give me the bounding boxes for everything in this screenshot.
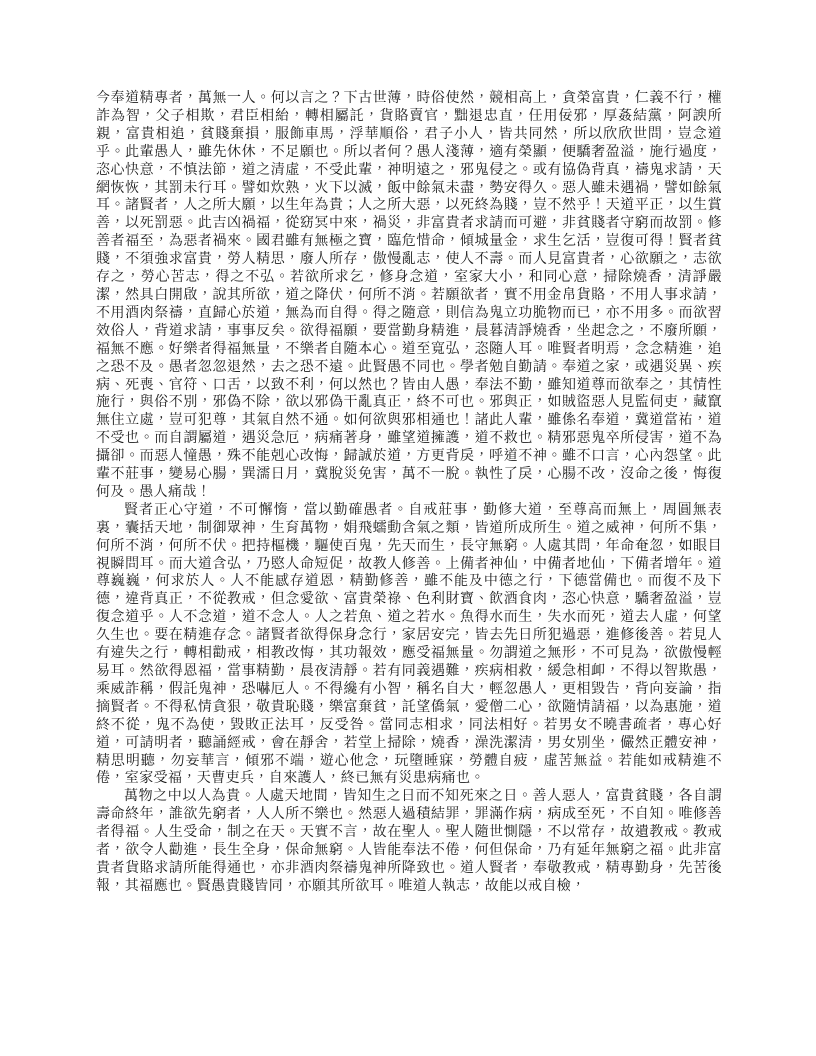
paragraph-2: 賢者正心守道，不可懈惰，當以勤確愚者。自戒莊事，勤修大道，至尊高而無上，周圓無表裏，囊括天地，制御眾神，生育萬物，娟飛蠕動含氣之類，皆道所成所生。道之威神，何所不集，何所不消，何所不伏。把持樞機，驅使百鬼，先天而生，長守無窮。人處其問，年命奄忽，如眼目視瞬問耳。而大道含弘，乃愍人命短促，故教人修善。上備者神仙，中備者地仙，下備者增年。道尊巍巍，何求於人。人不能感存道恩，精勤修善，雖不能及中德之行，下德當備也。而復不及下德，違背真正，不從教戒，但念愛欲、富貴榮祿、色利財寶、飲酒食肉，恣心快意，驕奢盈溢，豈復念道乎。人不念道，道不念人。人之若魚、道之若水。魚得水而生，失水而死，道去人虛，何望久生也。要在精進存念。諸賢者欲得保身念行，家居安完，皆去先日所犯過惡，進修後善。若見人有違失之行，轉相勸戒，相教改悔，其功報效，應受福無量。勿謂道之無形，不可見為，欲傲慢輕易耳。然欲得恩福，當事精勤，晨夜清靜。若有同義遇難，疾病相救，緩急相卹，不得以智欺愚，乘威詐稱，假託鬼神，恐嚇厄人。不得纔有小智，稱名自大，輕忽愚人，更相毀告，背向妄論，指摘賢者。不得私情貪狠，敬貴恥賤，樂富棄貧，託望僑氣，愛僧二心，欲隨情請福，以為惠施，道終不從，鬼不為使，毀敗正法耳，反受咎。當同志相求，同法相好。若男女不曉書疏者，專心好道，可請明者，聽誦經戒，會在靜舍，若堂上掃除，燒香，澡洗潔清，男女別坐，儼然正體安神，精思明聽，勿妄華言，傾邪不端，遊心他念，玩墮睡寐，勞體自疲，虛苦無益。若能如戒精進不倦，室家受福，天曹吏兵，自來護人，終已無有災患病痛也。: [96, 501, 722, 787]
paragraph-3: 萬物之中以人為貴。人處天地間，皆知生之日而不知死來之日。善人惡人，富貴貧賤，各自謂壽命終年，誰欲先窮者，人人所不樂也。然惡人過積結罪，罪滿作病，病成至死，不自知。唯修善者得福。人生受命，制之在天。天實不言，故在聖人。聖人隨世惻隱，不以常存，故遺教戒。教戒者，欲令人勸進，長生全身，保命無窮。人皆能奉法不倦，何但保命，乃有延年無窮之福。此非富貴者貨賂求請所能得通也，亦非酒肉祭禱鬼神所降致也。道人賢者，奉敬教戒，精專勤身，先苦後報，其福應也。賢愚貴賤皆同，亦願其所欲耳。唯道人執志，故能以戒自檢，: [96, 788, 722, 894]
paragraph-1: 今奉道精專者，萬無一人。何以言之？下古世薄，時俗使然，競相高上，貪榮富貴，仁義不行，權詐為智，父子相欺，君臣相紿，轉相屬託，貨賂賣官，黜退忠直，任用佞邪，厚姦結黨，阿諛所親，富貴相追，貧賤棄損，服飾車馬，浮華順俗，君子小人，皆共同然，所以欣欣世問，豈念道乎。此輩愚人，雖先休休，不足願也。所以者何？愚人淺薄，適有榮顯，便驕奢盈溢，施行過度，恣心快意，不慎法節，道之清虛，不受此輩，神明遠之，邪鬼侵之。或有協偽背真，禱鬼求請，天網恢恢，其罰未行耳。譬如炊熟，火下以滅，飯中餘氣未盡，勢安得久。惡人雖未遇禍，譬如餘氣耳。諸賢者，人之所大願，以生年為貴；人之所大惡，以死終為賤，豈不然乎！天道平正，以生賞善，以死罰惡。此吉凶禍福，從窈冥中來，禍災，非富貴者求請而可避，非貧賤者守窮而故罰。修善者福至，為惡者禍來。國君雖有無極之寶，臨危惜命，傾城量金，求生乞活，豈復可得！賢者貧賤，不須強求富貴，勞人精思，廢人所存，傲慢亂志，使人不壽。而人見富貴者，心欲願之，志欲存之，勞心苦志，得之不弘。若欲所求乞，修身念道，室家大小，和同心意，掃除燒香，清諍嚴潔，然具白開啟，說其所欲，道之降伏，何所不消。若願欲者，實不用金帛貨賂，不用人事求請，不用酒肉祭禱，直歸心於道，無為而自得。得之隨意，則信為鬼立功脆物而已，亦不用多。而欲習效俗人，背道求請，事事反矣。欲得福願，要當勤身精進，晨暮清諍燒香，坐起念之，不廢所願，福無不應。好樂者得福無量，不樂者自隨本心。道至寬弘，恣隨人耳。唯賢者明焉，念念精進，追之恐不及。愚者忽忽退然，去之恐不遠。此賢愚不同也。學者勉自勤請。奉道之家，或遇災異、疾病、死喪、官符、口舌，以致不利，何以然也？皆由人愚，奉法不勤，雖知道尊而欲奉之，其情性施行，與俗不別，邪偽不除，欲以邪偽干亂真正，終不可也。邪與正，如賊盜惡人見監伺吏，藏竄無住立處，豈可犯尊，其氣自然不通。如何欲與邪相通也！諸此人輩，雖係名奉道，冀道當祐，道不受也。而自謂屬道，遇災急厄，病痛著身，雖望道擁護，道不救也。精邪惡鬼卒所侵害，道不為攝卻。而惡人憧愚，殊不能剋心改悔，歸誠於道，方更背戾，呼道不神。雖不口言，心內怨望。此輩不莊事，變易心腸，巽濡日月，冀脫災免害，萬不一脫。執性了戾，心腸不改，沒命之後，悔復何及。愚人痛哉！: [96, 90, 722, 500]
text-block: [96, 90, 722, 896]
